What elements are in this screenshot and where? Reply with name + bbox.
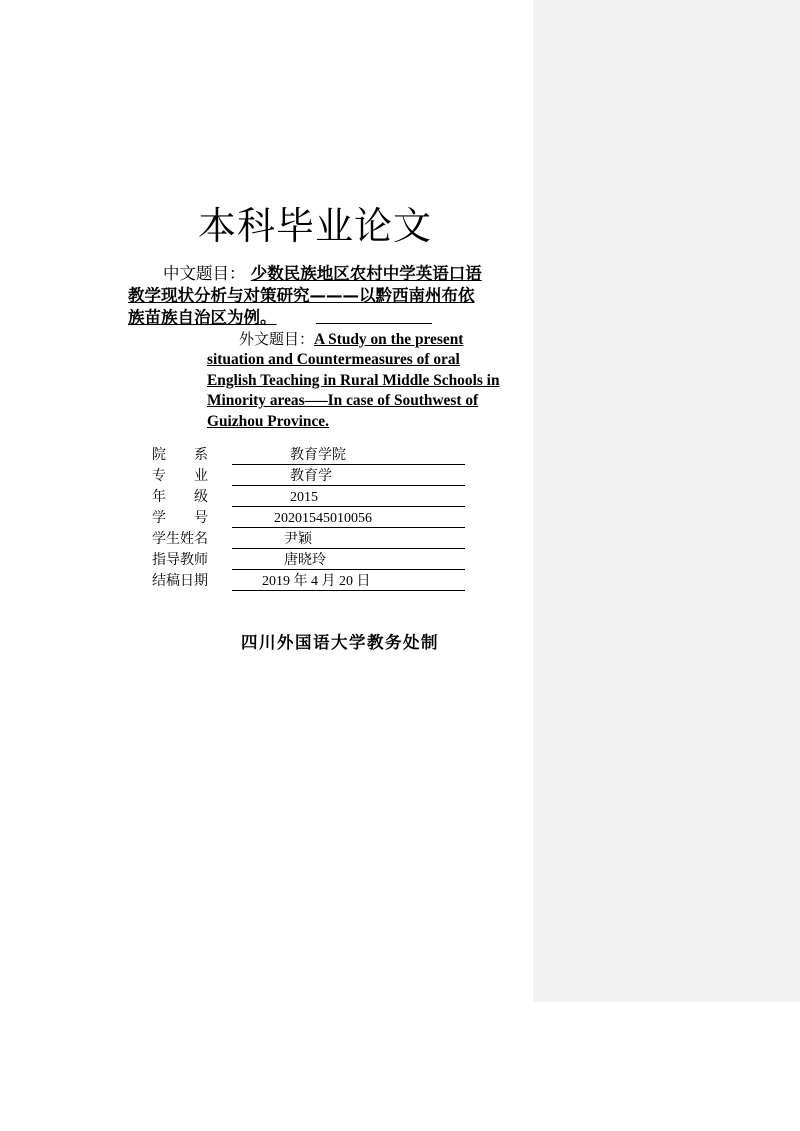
info-row-student-name xyxy=(152,529,472,550)
info-value-field xyxy=(232,487,465,507)
info-key: 年 级 xyxy=(152,489,208,505)
info-row-grade xyxy=(152,487,472,508)
info-row-student-id xyxy=(152,508,472,529)
info-value-field xyxy=(232,550,465,570)
info-row-completion-date xyxy=(152,571,472,592)
info-value: 教育学院 xyxy=(290,447,346,463)
info-value: 教育学 xyxy=(290,468,332,484)
info-value: 2015 xyxy=(290,490,318,505)
info-value-field xyxy=(232,466,465,486)
issuer-footer: 四川外国语大学教务处制 xyxy=(241,633,439,652)
english-title-line-1: A Study on the present xyxy=(314,331,464,348)
info-value: 尹颖 xyxy=(284,531,312,547)
document-title: 本科毕业论文 xyxy=(198,204,433,248)
info-value-field xyxy=(232,529,465,549)
english-title-label: 外文题目： xyxy=(239,330,315,348)
english-title-line-4: Minority areas—–In case of Southwest of xyxy=(207,392,479,410)
info-value: 唐晓玲 xyxy=(284,552,326,568)
chinese-title-block xyxy=(128,263,528,329)
english-title-line-5: Guizhou Province. xyxy=(207,412,329,430)
info-value: 20201545010056 xyxy=(274,511,372,526)
chinese-title-underline xyxy=(316,323,432,324)
chinese-title-label: 中文题目： xyxy=(163,264,246,283)
info-row-department xyxy=(152,445,472,466)
info-key: 学 号 xyxy=(152,510,208,526)
info-value-field xyxy=(232,571,465,591)
chinese-title-line-1: 少数民族地区农村中学英语口语 xyxy=(250,264,482,283)
info-key: 学生姓名 xyxy=(152,531,208,547)
info-row-advisor xyxy=(152,550,472,571)
info-key: 结稿日期 xyxy=(152,573,208,589)
info-row-major xyxy=(152,466,472,487)
info-key: 专 业 xyxy=(152,468,208,484)
info-value-field xyxy=(232,445,465,465)
info-key: 院 系 xyxy=(152,447,208,463)
english-title-line-2: situation and Countermeasures of oral xyxy=(207,351,460,369)
info-key: 指导教师 xyxy=(152,552,208,568)
english-title-block xyxy=(207,329,537,432)
info-value-field xyxy=(232,508,465,528)
comment-pane xyxy=(533,0,800,1002)
chinese-title-line-3: 族苗族自治区为例。 xyxy=(128,308,277,327)
info-value: 2019 年 4 月 20 日 xyxy=(262,574,371,589)
english-title-line-3: English Teaching in Rural Middle Schools in xyxy=(207,371,500,389)
chinese-title-line-2: 教学现状分析与对策研究———以黔西南州布依 xyxy=(128,286,475,305)
